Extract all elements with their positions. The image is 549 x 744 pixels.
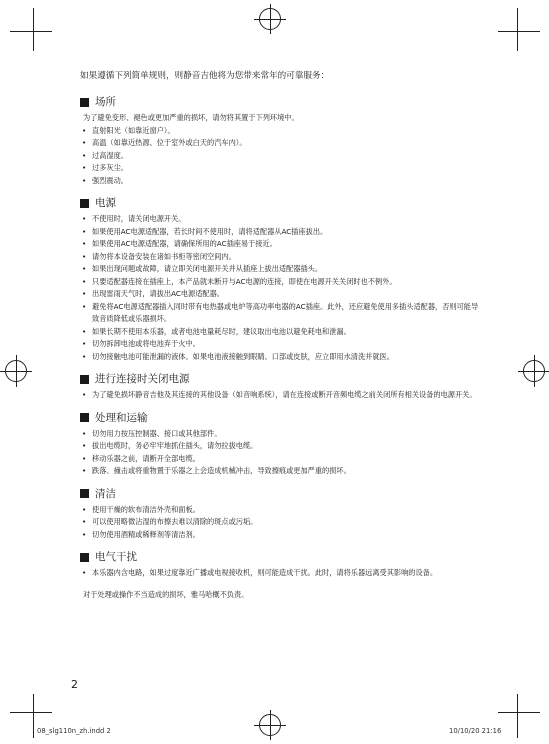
footer-file-name: 08_slg110n_zh.indd 2	[37, 727, 111, 735]
section-title-text: 电源	[95, 197, 116, 209]
bullet-list	[80, 567, 485, 580]
list-item: • 可以使用略微沾湿的布擦去难以清除的斑点或污垢。	[80, 516, 485, 529]
section-title-text: 处理和运输	[95, 411, 148, 424]
list-item: • 强烈震动。	[80, 175, 485, 188]
square-bullet-icon	[80, 98, 89, 107]
section-cleaning	[80, 487, 485, 542]
list-item: • 如果使用AC电源适配器，若长时间不使用时，请将适配器从AC插座拔出。	[80, 226, 485, 239]
section-interference	[80, 550, 485, 580]
section-handling	[80, 411, 485, 478]
list-item: • 拔出电缆时，务必牢牢地抓住插头，请勿拉拔电缆。	[80, 440, 485, 453]
list-item: • 只要适配器连接在插座上，本产品就未断开与AC电源的连接，即使在电源开关关闭时也不例外。	[80, 276, 485, 289]
square-bullet-icon	[80, 375, 89, 384]
section-lead: 为了避免变形、褪色或更加严重的损坏，请勿将其置于下列环境中。	[83, 113, 299, 122]
list-item: • 切勿拆卸电池或将电池弃于火中。	[80, 338, 485, 351]
list-item: • 如果使用AC电源适配器，请确保所用的AC插座易于接近。	[80, 238, 485, 251]
section-title	[80, 550, 485, 564]
section-title-text: 电气干扰	[95, 551, 137, 563]
intro-text: 如果遵循下列简单规则，则静音吉他将为您带来常年的可靠服务：	[80, 71, 330, 81]
square-bullet-icon	[80, 553, 89, 562]
list-item: • 切勿接触电池可能泄漏的液体。如果电池液接触到眼睛、口部或皮肤，应立即用水清洗并就医。	[80, 351, 485, 364]
list-item: • 切勿使用酒精或稀释剂等清洁剂。	[80, 529, 485, 542]
list-item: • 使用干燥的软布清洁外壳和面板。	[80, 504, 485, 517]
page-number: 2	[71, 678, 78, 691]
section-title-text: 清洁	[95, 487, 116, 500]
list-item: • 切勿用力按压控制器、接口或其他部件。	[80, 428, 485, 441]
section-title-text: 场所	[95, 96, 116, 108]
section-location	[80, 95, 485, 187]
precautions-content	[80, 70, 485, 601]
list-item: • 请勿将本设备安装在诸如书柜等密闭空间内。	[80, 251, 485, 264]
footer-timestamp: 10/10/20 21:16	[449, 727, 502, 735]
section-title-text: 进行连接时关闭电源	[95, 373, 190, 385]
section-title	[80, 372, 485, 386]
list-item: • 过高湿度。	[80, 150, 485, 163]
list-item: • 过多灰尘。	[80, 162, 485, 175]
section-connections	[80, 372, 485, 402]
bullet-list	[80, 428, 485, 478]
list-item: • 出现雷雨天气时，请拔出AC电源适配器。	[80, 288, 485, 301]
square-bullet-icon	[80, 413, 89, 422]
list-item: • 高温（如靠近热源、位于室外或白天的汽车内）。	[80, 137, 485, 150]
section-title	[80, 411, 485, 425]
square-bullet-icon	[80, 199, 89, 208]
list-item: • 本乐器内含电路，如果过度靠近广播或电视接收机，则可能造成干扰。此时，请将乐器远离受其影响的设备。	[80, 567, 485, 580]
list-item: • 如果出现问题或故障，请立即关闭电源开关并从插座上拔出适配器插头。	[80, 263, 485, 276]
list-item: • 避免将AC电源适配器插入同时带有电热器或电炉等高功率电器的AC插座。此外，还应避免使用多插头适配器，否则可能导致音质降低或乐器损坏。	[80, 301, 485, 326]
bullet-list	[80, 125, 485, 188]
section-title	[80, 95, 485, 109]
list-item: • 不使用时，请关闭电源开关。	[80, 213, 485, 226]
section-power	[80, 196, 485, 363]
bullet-list	[80, 213, 485, 363]
list-item: • 如果长期不使用本乐器，或者电池电量耗尽时，建议取出电池以避免耗电和泄漏。	[80, 326, 485, 339]
list-item: • 为了避免损坏静音吉他及其连接的其他设备（如音响系统），请在连接或断开音频电缆之前关闭所有相关设备的电源开关。	[80, 389, 485, 402]
bullet-list	[80, 504, 485, 542]
section-title	[80, 196, 485, 210]
list-item: • 移动乐器之前，请断开全部电缆。	[80, 453, 485, 466]
bullet-list	[80, 389, 485, 402]
disclaimer-text: 对于处理或操作不当造成的损坏，雅马哈概不负责。	[83, 589, 249, 599]
section-title	[80, 487, 485, 501]
list-item: • 直射阳光（如靠近窗户）。	[80, 125, 485, 138]
square-bullet-icon	[80, 489, 89, 498]
list-item: • 跌落、撞击或将重物置于乐器之上会造成机械冲击，导致擦痕或更加严重的损坏。	[80, 465, 485, 478]
